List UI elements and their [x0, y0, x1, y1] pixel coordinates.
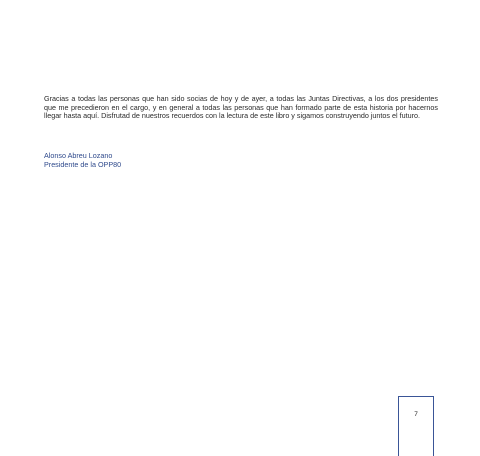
signature-name: Alonso Abreu Lozano	[44, 151, 113, 160]
page-number-box	[398, 396, 434, 456]
signature-block	[44, 151, 121, 169]
signature-title: Presidente de la OPP80	[44, 160, 122, 169]
body-paragraph: Gracias a todas las personas que han sido socias de hoy y de ayer, a todas las Juntas Directivas, a los dos presidentes que me precedieron en el cargo, y en general a todas las personas que han formado parte de esta historia por hacernos llegar hasta aquí. Disfrutad de nuestros recuerdos con la lectura de este libro y sigamos construyendo juntos el futuro.	[44, 94, 438, 121]
page-number: 7	[414, 411, 418, 418]
